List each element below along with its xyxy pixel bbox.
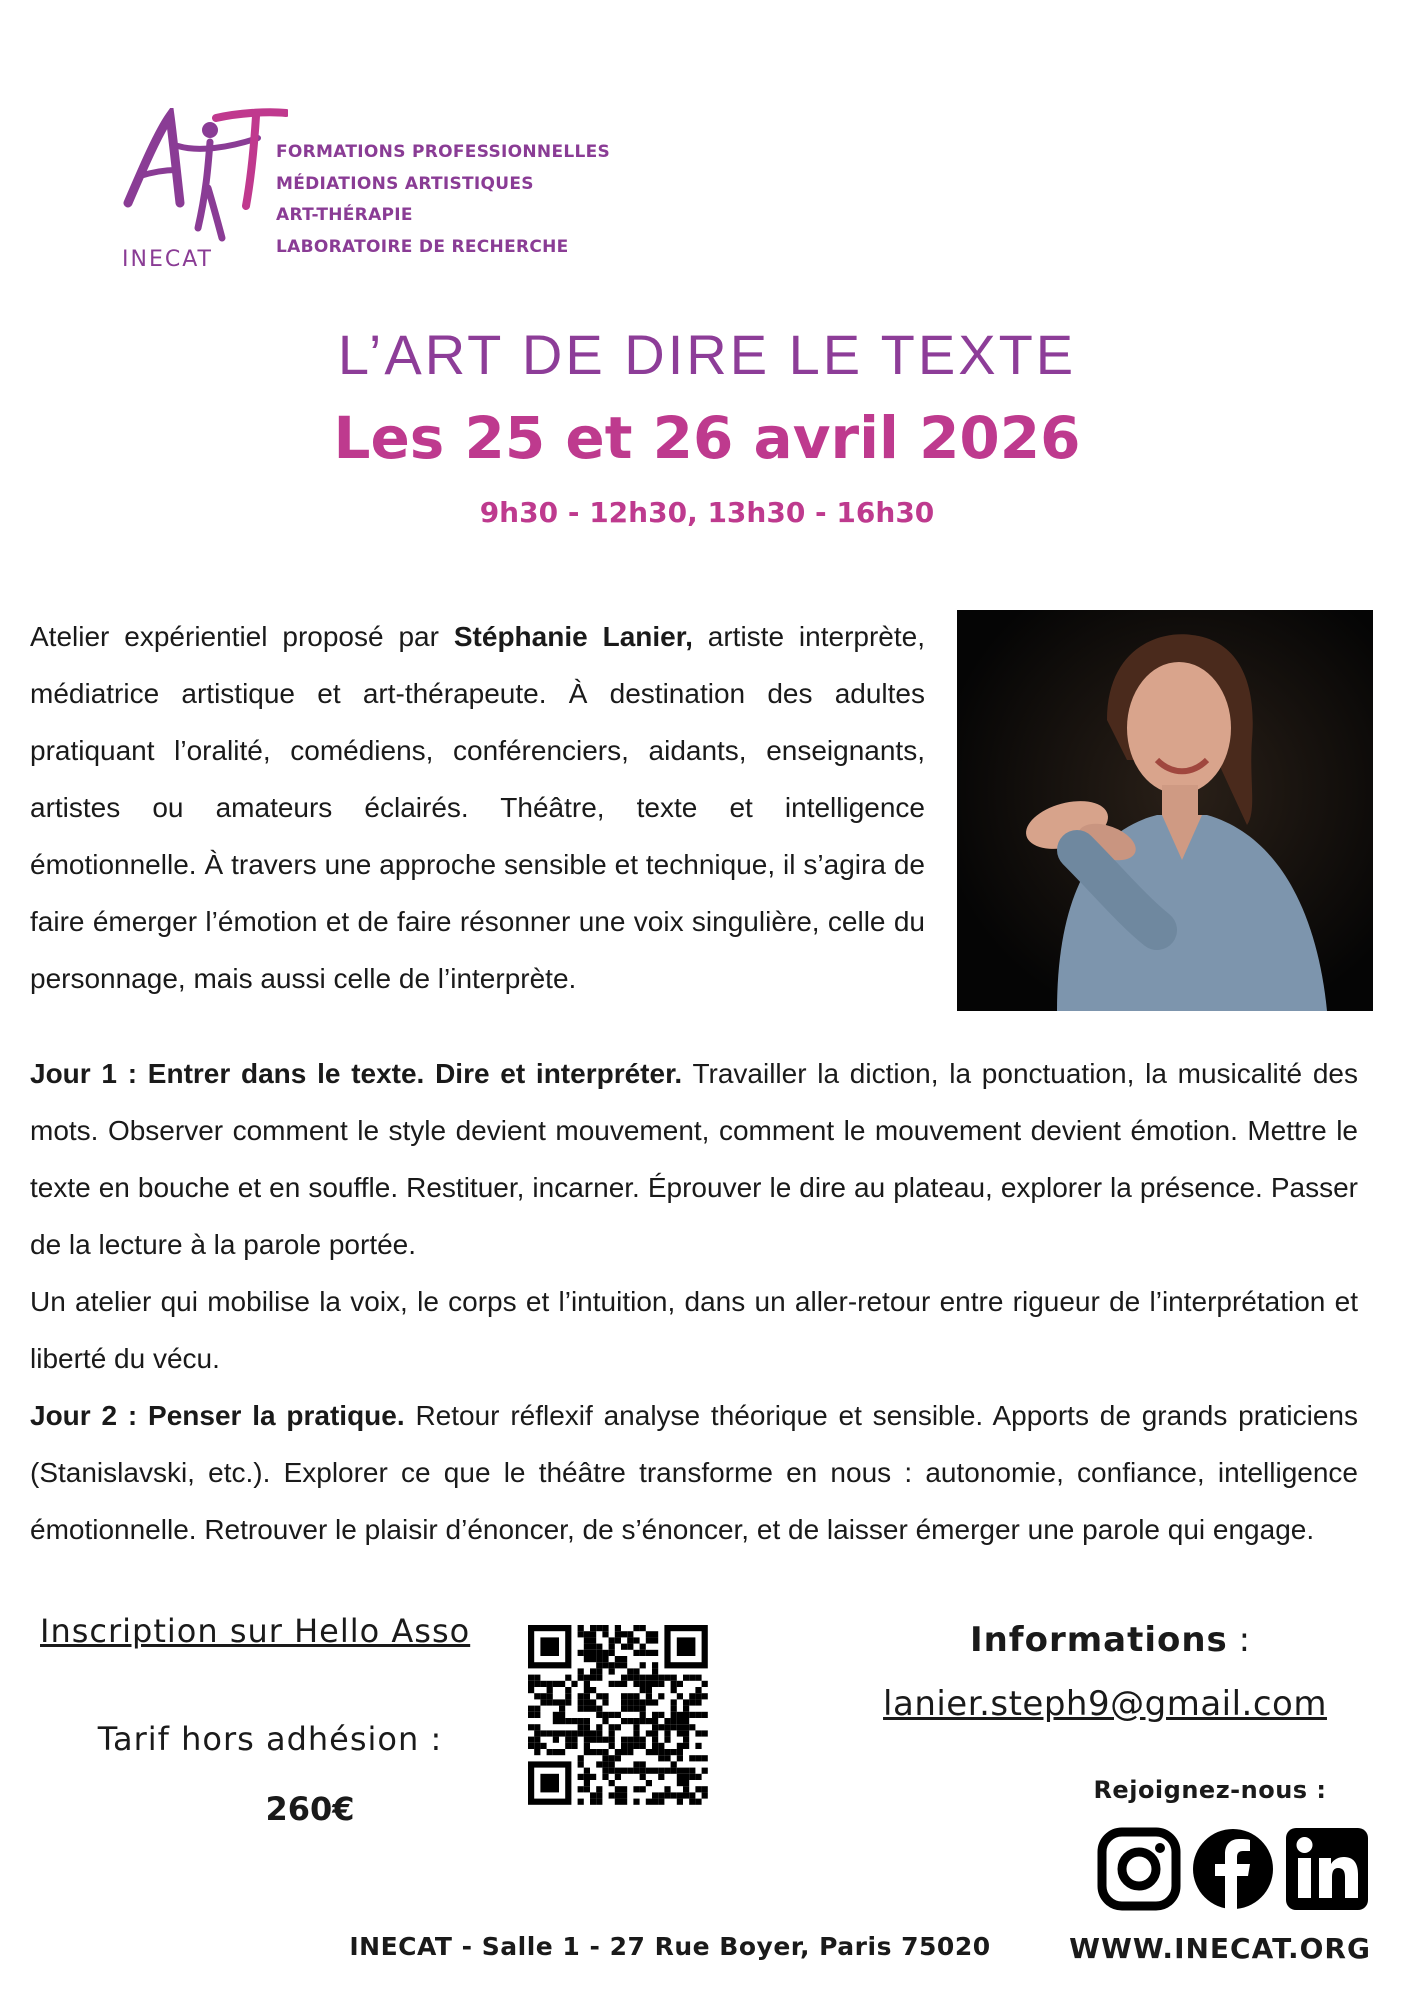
author-name: Stéphanie Lanier,: [453, 621, 693, 652]
information-colon: :: [1227, 1620, 1251, 1660]
day1-paragraph: [30, 1045, 1358, 1273]
performer-illustration: [957, 610, 1373, 1011]
organisation-activities: [276, 137, 610, 263]
inecat-logo: [118, 108, 288, 273]
day1-extra-paragraph: Un atelier qui mobilise la voix, le corps et l’intuition, dans un aller-retour entre rigueur de l’interprétation et liberté du vécu.: [30, 1286, 1358, 1374]
linkedin-icon[interactable]: [1284, 1826, 1370, 1912]
day2-text: Retour réflexif analyse théorique et sensible. Apports de grands praticiens (Stanislavski, etc.). Explorer ce que le théâtre transforme en nous : autonomie, confiance, intelligence émotionnelle. Retrouver le plaisir d’énoncer, de s’énoncer, et de laisser émerger une parole qui engage.: [30, 1400, 1358, 1545]
facebook-icon[interactable]: [1190, 1826, 1276, 1912]
information-label: Informations: [969, 1620, 1228, 1660]
venue-address: INECAT - Salle 1 - 27 Rue Boyer, Paris 75020: [349, 1932, 991, 1961]
org-line: MÉDIATIONS ARTISTIQUES: [276, 173, 534, 194]
website-link[interactable]: WWW.INECAT.ORG: [1069, 1932, 1371, 1965]
org-line: FORMATIONS PROFESSIONNELLES: [276, 142, 611, 162]
logo-art-figure: [118, 108, 288, 273]
event-hours: 9h30 - 12h30, 13h30 - 16h30: [479, 496, 935, 529]
event-date: Les 25 et 26 avril 2026: [333, 404, 1081, 472]
performer-photo: [957, 610, 1373, 1011]
intro-paragraph: [30, 608, 925, 1007]
inscription-link[interactable]: Inscription sur Hello Asso: [40, 1612, 471, 1650]
program-description: [30, 1045, 1358, 1558]
instagram-icon[interactable]: [1096, 1826, 1182, 1912]
day1-heading: Jour 1 : Entrer dans le texte. Dire et interpréter.: [30, 1058, 683, 1089]
price-value: 260€: [265, 1790, 355, 1828]
join-us-label: Rejoignez-nous :: [1093, 1776, 1327, 1804]
logo-wordmark: INECAT: [122, 247, 213, 272]
contact-email-link[interactable]: lanier.steph9@gmail.com: [883, 1684, 1327, 1724]
org-line: ART-THÉRAPIE: [276, 205, 413, 225]
day2-paragraph: [30, 1387, 1358, 1558]
intro-text-rest: artiste interprète, médiatrice artistique et art-thérapeute. À destination des adultes pratiquant l’oralité, comédiens, conférenciers, aidants, enseignants, artistes ou amateurs éclairés. Théâtre, texte et intelligence émotionnelle. À travers une approche sensible et technique, il s’agira de faire émerger l’émotion et de faire résonner une voix singulière, celle du personnage, mais aussi celle de l’interprète.: [30, 621, 925, 994]
org-line: LABORATOIRE DE RECHERCHE: [276, 236, 569, 257]
price-label: Tarif hors adhésion :: [97, 1720, 443, 1758]
intro-text-start: Atelier expérientiel proposé par: [30, 621, 454, 652]
information-heading: [860, 1620, 1360, 1660]
day1-text: Travailler la diction, la ponctuation, la musicalité des mots. Observer comment le style devient mouvement, comment le mouvement devient émotion. Mettre le texte en bouche et en souffle. Restituer, incarner. Éprouver le dire au plateau, explorer la présence. Passer de la lecture à la parole portée.: [30, 1058, 1359, 1260]
event-title: L’ART DE DIRE LE TEXTE: [337, 323, 1077, 386]
qr-code-icon: [516, 1613, 721, 1818]
day2-heading: Jour 2 : Penser la pratique.: [30, 1400, 405, 1431]
registration-qr-code[interactable]: [516, 1613, 721, 1818]
